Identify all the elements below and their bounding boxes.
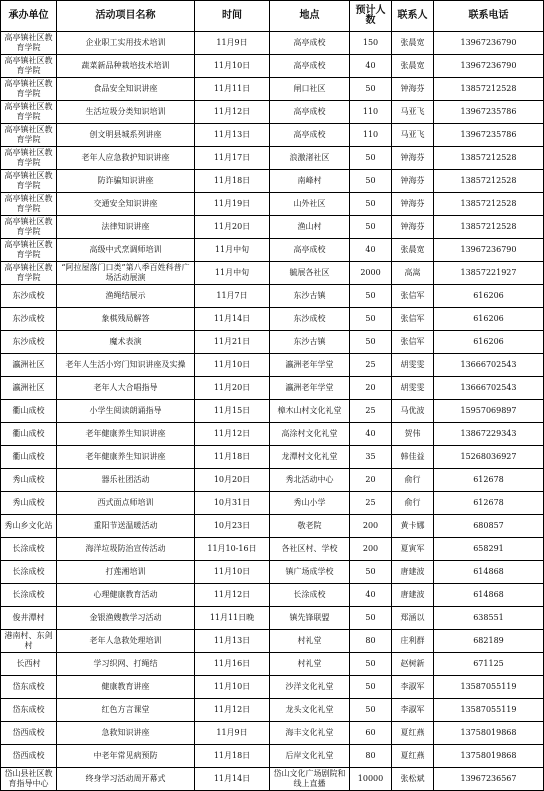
organizer-cell: 俊井潭村 bbox=[1, 607, 57, 630]
time-cell: 11月21日 bbox=[195, 331, 270, 354]
organizer-cell: 岱东成校 bbox=[1, 699, 57, 722]
activity-name-cell: 小学生阅读朗诵指导 bbox=[57, 400, 195, 423]
activity-name-cell: “阿拉屋落门口类”第八季百姓科普广场活动展演 bbox=[57, 262, 195, 285]
attendance-cell: 50 bbox=[350, 216, 392, 239]
table-row bbox=[1, 193, 544, 216]
table-row bbox=[1, 262, 544, 285]
location-cell: 各社区村、学校 bbox=[270, 538, 350, 561]
location-cell: 镇广场成学校 bbox=[270, 561, 350, 584]
table-row bbox=[1, 699, 544, 722]
organizer-cell: 高亭镇社区教育学院 bbox=[1, 262, 57, 285]
contact-phone-cell: 13857212528 bbox=[434, 216, 544, 239]
organizer-cell: 高亭镇社区教育学院 bbox=[1, 216, 57, 239]
time-cell: 11月12日 bbox=[195, 699, 270, 722]
table-row bbox=[1, 768, 544, 791]
attendance-cell: 40 bbox=[350, 584, 392, 607]
location-cell: 浪激渚社区 bbox=[270, 147, 350, 170]
table-row bbox=[1, 285, 544, 308]
location-cell: 高亭成校 bbox=[270, 239, 350, 262]
contact-person-cell: 唐建波 bbox=[392, 584, 434, 607]
attendance-cell: 50 bbox=[350, 676, 392, 699]
location-cell: 高涂村文化礼堂 bbox=[270, 423, 350, 446]
contact-person-cell: 马优波 bbox=[392, 400, 434, 423]
activity-name-cell: 健康教育讲座 bbox=[57, 676, 195, 699]
contact-phone-cell: 612678 bbox=[434, 469, 544, 492]
attendance-cell: 150 bbox=[350, 32, 392, 55]
organizer-cell: 岱西成校 bbox=[1, 745, 57, 768]
organizer-cell: 岱山县社区教育指导中心 bbox=[1, 768, 57, 791]
organizer-cell: 岱西成校 bbox=[1, 722, 57, 745]
contact-phone-cell: 13587055119 bbox=[434, 699, 544, 722]
attendance-cell: 25 bbox=[350, 354, 392, 377]
contact-person-cell: 夏红燕 bbox=[392, 745, 434, 768]
time-cell: 11月12日 bbox=[195, 584, 270, 607]
attendance-cell: 80 bbox=[350, 630, 392, 653]
contact-person-cell: 张信军 bbox=[392, 308, 434, 331]
location-cell: 瀛洲老年学堂 bbox=[270, 354, 350, 377]
time-cell: 11月13日 bbox=[195, 124, 270, 147]
location-cell: 樟木山村文化礼堂 bbox=[270, 400, 350, 423]
contact-phone-cell: 13967236790 bbox=[434, 32, 544, 55]
activity-name-cell: 高级中式烹调师培训 bbox=[57, 239, 195, 262]
contact-person-cell: 赵树新 bbox=[392, 653, 434, 676]
organizer-cell: 港南村、东剑村 bbox=[1, 630, 57, 653]
location-cell: 镇先锋联盟 bbox=[270, 607, 350, 630]
activity-name-cell: 法律知识讲座 bbox=[57, 216, 195, 239]
attendance-cell: 50 bbox=[350, 308, 392, 331]
organizer-cell: 东沙成校 bbox=[1, 308, 57, 331]
organizer-cell: 高亭镇社区教育学院 bbox=[1, 55, 57, 78]
table-row bbox=[1, 515, 544, 538]
contact-phone-cell: 13857221927 bbox=[434, 262, 544, 285]
location-cell: 渔山村 bbox=[270, 216, 350, 239]
location-cell: 岱山文化广场剧院和线上直播 bbox=[270, 768, 350, 791]
activity-name-cell: 老年人应急救护知识讲座 bbox=[57, 147, 195, 170]
time-cell: 11月14日 bbox=[195, 308, 270, 331]
contact-phone-cell: 13967236567 bbox=[434, 768, 544, 791]
activity-name-cell: 红色方言课堂 bbox=[57, 699, 195, 722]
organizer-cell: 东沙成校 bbox=[1, 285, 57, 308]
table-row bbox=[1, 32, 544, 55]
time-cell: 11月17日 bbox=[195, 147, 270, 170]
contact-phone-cell: 13758019868 bbox=[434, 722, 544, 745]
location-cell: 敬老院 bbox=[270, 515, 350, 538]
contact-person-cell: 张晨宽 bbox=[392, 239, 434, 262]
table-row bbox=[1, 377, 544, 400]
attendance-cell: 110 bbox=[350, 124, 392, 147]
contact-person-cell: 夏寅军 bbox=[392, 538, 434, 561]
activity-name-cell: 交通安全知识讲座 bbox=[57, 193, 195, 216]
header-organizer: 承办单位 bbox=[1, 1, 57, 32]
contact-person-cell: 张信军 bbox=[392, 285, 434, 308]
table-row bbox=[1, 308, 544, 331]
location-cell: 闸口社区 bbox=[270, 78, 350, 101]
location-cell: 长涂成校 bbox=[270, 584, 350, 607]
contact-person-cell: 俞行 bbox=[392, 492, 434, 515]
table-row bbox=[1, 653, 544, 676]
attendance-cell: 110 bbox=[350, 101, 392, 124]
location-cell: 村礼堂 bbox=[270, 630, 350, 653]
location-cell: 毓展各社区 bbox=[270, 262, 350, 285]
attendance-cell: 50 bbox=[350, 193, 392, 216]
time-cell: 11月19日 bbox=[195, 193, 270, 216]
contact-phone-cell: 680857 bbox=[434, 515, 544, 538]
activity-name-cell: 蔬菜新品种栽培技术培训 bbox=[57, 55, 195, 78]
time-cell: 11月7日 bbox=[195, 285, 270, 308]
table-body bbox=[1, 32, 544, 791]
contact-phone-cell: 15957069897 bbox=[434, 400, 544, 423]
contact-person-cell: 韩佳益 bbox=[392, 446, 434, 469]
organizer-cell: 秀山成校 bbox=[1, 492, 57, 515]
organizer-cell: 高亭镇社区教育学院 bbox=[1, 170, 57, 193]
attendance-cell: 60 bbox=[350, 722, 392, 745]
attendance-cell: 50 bbox=[350, 699, 392, 722]
activity-name-cell: 重阳节送温暖活动 bbox=[57, 515, 195, 538]
contact-person-cell: 张松斌 bbox=[392, 768, 434, 791]
organizer-cell: 高亭镇社区教育学院 bbox=[1, 78, 57, 101]
contact-person-cell: 李淑军 bbox=[392, 699, 434, 722]
table-row bbox=[1, 216, 544, 239]
contact-person-cell: 马亚飞 bbox=[392, 101, 434, 124]
activity-name-cell: 渔绳结展示 bbox=[57, 285, 195, 308]
table-row bbox=[1, 538, 544, 561]
location-cell: 东沙成校 bbox=[270, 308, 350, 331]
attendance-cell: 25 bbox=[350, 400, 392, 423]
activity-name-cell: 魔术表演 bbox=[57, 331, 195, 354]
time-cell: 11月10日 bbox=[195, 55, 270, 78]
organizer-cell: 高亭镇社区教育学院 bbox=[1, 193, 57, 216]
contact-phone-cell: 13666702543 bbox=[434, 354, 544, 377]
contact-person-cell: 胡雯雯 bbox=[392, 377, 434, 400]
time-cell: 11月9日 bbox=[195, 32, 270, 55]
activity-name-cell: 金银渔嫂教学习活动 bbox=[57, 607, 195, 630]
time-cell: 11月10日 bbox=[195, 354, 270, 377]
time-cell: 11月15日 bbox=[195, 400, 270, 423]
table-row bbox=[1, 676, 544, 699]
activity-name-cell: 急救知识讲座 bbox=[57, 722, 195, 745]
attendance-cell: 40 bbox=[350, 239, 392, 262]
time-cell: 11月中旬 bbox=[195, 239, 270, 262]
attendance-cell: 40 bbox=[350, 423, 392, 446]
organizer-cell: 衢山成校 bbox=[1, 423, 57, 446]
contact-phone-cell: 13857212528 bbox=[434, 170, 544, 193]
time-cell: 11月11日晚 bbox=[195, 607, 270, 630]
contact-person-cell: 庄利群 bbox=[392, 630, 434, 653]
attendance-cell: 50 bbox=[350, 78, 392, 101]
organizer-cell: 高亭镇社区教育学院 bbox=[1, 124, 57, 147]
organizer-cell: 衢山成校 bbox=[1, 400, 57, 423]
contact-phone-cell: 13867229343 bbox=[434, 423, 544, 446]
contact-person-cell: 李淑军 bbox=[392, 676, 434, 699]
contact-person-cell: 高嵩 bbox=[392, 262, 434, 285]
time-cell: 11月18日 bbox=[195, 745, 270, 768]
table-row bbox=[1, 239, 544, 262]
contact-phone-cell: 614868 bbox=[434, 584, 544, 607]
contact-person-cell: 钟海芬 bbox=[392, 193, 434, 216]
activity-name-cell: 老年健康养生知识讲座 bbox=[57, 423, 195, 446]
time-cell: 11月10日 bbox=[195, 676, 270, 699]
contact-phone-cell: 638551 bbox=[434, 607, 544, 630]
table-row bbox=[1, 400, 544, 423]
location-cell: 海丰文化礼堂 bbox=[270, 722, 350, 745]
contact-person-cell: 钟海芬 bbox=[392, 78, 434, 101]
attendance-cell: 80 bbox=[350, 745, 392, 768]
activity-name-cell: 创文明县城系列讲座 bbox=[57, 124, 195, 147]
time-cell: 10月20日 bbox=[195, 469, 270, 492]
header-time: 时间 bbox=[195, 1, 270, 32]
location-cell: 后岸文化礼堂 bbox=[270, 745, 350, 768]
table-row bbox=[1, 584, 544, 607]
header-row bbox=[1, 1, 544, 32]
time-cell: 11月10日 bbox=[195, 561, 270, 584]
attendance-cell: 50 bbox=[350, 170, 392, 193]
time-cell: 11月18日 bbox=[195, 170, 270, 193]
location-cell: 高亭成校 bbox=[270, 101, 350, 124]
organizer-cell: 长涂成校 bbox=[1, 538, 57, 561]
activity-name-cell: 终身学习活动周开幕式 bbox=[57, 768, 195, 791]
activity-name-cell: 老年人急救处理培训 bbox=[57, 630, 195, 653]
organizer-cell: 秀山乡文化站 bbox=[1, 515, 57, 538]
contact-phone-cell: 616206 bbox=[434, 331, 544, 354]
location-cell: 瀛洲老年学堂 bbox=[270, 377, 350, 400]
contact-person-cell: 黄卡娜 bbox=[392, 515, 434, 538]
organizer-cell: 高亭镇社区教育学院 bbox=[1, 101, 57, 124]
activity-name-cell: 心理健康教育活动 bbox=[57, 584, 195, 607]
contact-person-cell: 俞行 bbox=[392, 469, 434, 492]
table-row bbox=[1, 469, 544, 492]
attendance-cell: 50 bbox=[350, 653, 392, 676]
attendance-cell: 200 bbox=[350, 515, 392, 538]
table-row bbox=[1, 607, 544, 630]
attendance-cell: 20 bbox=[350, 469, 392, 492]
organizer-cell: 长西村 bbox=[1, 653, 57, 676]
location-cell: 龙潭村文化礼堂 bbox=[270, 446, 350, 469]
attendance-cell: 25 bbox=[350, 492, 392, 515]
table-row bbox=[1, 331, 544, 354]
contact-phone-cell: 612678 bbox=[434, 492, 544, 515]
time-cell: 11月18日 bbox=[195, 446, 270, 469]
table-row bbox=[1, 101, 544, 124]
table-row bbox=[1, 630, 544, 653]
activity-name-cell: 生活垃圾分类知识培训 bbox=[57, 101, 195, 124]
location-cell: 村礼堂 bbox=[270, 653, 350, 676]
attendance-cell: 50 bbox=[350, 607, 392, 630]
header-activity-name: 活动项目名称 bbox=[57, 1, 195, 32]
table-row bbox=[1, 722, 544, 745]
contact-phone-cell: 13967235786 bbox=[434, 124, 544, 147]
activity-name-cell: 学习织网、打绳结 bbox=[57, 653, 195, 676]
table-row bbox=[1, 147, 544, 170]
contact-person-cell: 贺伟 bbox=[392, 423, 434, 446]
table-row bbox=[1, 446, 544, 469]
location-cell: 龙头文化礼堂 bbox=[270, 699, 350, 722]
contact-person-cell: 夏红燕 bbox=[392, 722, 434, 745]
location-cell: 高亭成校 bbox=[270, 32, 350, 55]
attendance-cell: 40 bbox=[350, 55, 392, 78]
location-cell: 秀山小学 bbox=[270, 492, 350, 515]
contact-person-cell: 钟海芬 bbox=[392, 147, 434, 170]
organizer-cell: 高亭镇社区教育学院 bbox=[1, 239, 57, 262]
table-row bbox=[1, 561, 544, 584]
contact-person-cell: 张信军 bbox=[392, 331, 434, 354]
contact-phone-cell: 13758019868 bbox=[434, 745, 544, 768]
location-cell: 高亭成校 bbox=[270, 55, 350, 78]
header-contact-phone: 联系电话 bbox=[434, 1, 544, 32]
contact-person-cell: 钟海芬 bbox=[392, 170, 434, 193]
location-cell: 东沙古镇 bbox=[270, 285, 350, 308]
location-cell: 沙洋文化礼堂 bbox=[270, 676, 350, 699]
time-cell: 11月16日 bbox=[195, 653, 270, 676]
activity-name-cell: 防诈骗知识讲座 bbox=[57, 170, 195, 193]
contact-person-cell: 钟海芬 bbox=[392, 216, 434, 239]
activity-name-cell: 海洋垃圾防治宣传活动 bbox=[57, 538, 195, 561]
contact-phone-cell: 13666702543 bbox=[434, 377, 544, 400]
activity-name-cell: 象棋残局解答 bbox=[57, 308, 195, 331]
table-row bbox=[1, 745, 544, 768]
contact-phone-cell: 13967235786 bbox=[434, 101, 544, 124]
contact-phone-cell: 13587055119 bbox=[434, 676, 544, 699]
attendance-cell: 35 bbox=[350, 446, 392, 469]
contact-phone-cell: 658291 bbox=[434, 538, 544, 561]
table-row bbox=[1, 170, 544, 193]
time-cell: 11月中旬 bbox=[195, 262, 270, 285]
time-cell: 11月10-16日 bbox=[195, 538, 270, 561]
contact-person-cell: 唐建波 bbox=[392, 561, 434, 584]
activity-name-cell: 老年健康养生知识讲座 bbox=[57, 446, 195, 469]
header-expected-attendance: 预计人数 bbox=[350, 1, 392, 32]
organizer-cell: 岱东成校 bbox=[1, 676, 57, 699]
attendance-cell: 20 bbox=[350, 377, 392, 400]
contact-phone-cell: 671125 bbox=[434, 653, 544, 676]
organizer-cell: 秀山成校 bbox=[1, 469, 57, 492]
time-cell: 11月20日 bbox=[195, 216, 270, 239]
contact-phone-cell: 13967236790 bbox=[434, 239, 544, 262]
header-contact-person: 联系人 bbox=[392, 1, 434, 32]
table-row bbox=[1, 492, 544, 515]
contact-person-cell: 张晨宽 bbox=[392, 32, 434, 55]
attendance-cell: 50 bbox=[350, 331, 392, 354]
location-cell: 秀北活动中心 bbox=[270, 469, 350, 492]
time-cell: 11月14日 bbox=[195, 768, 270, 791]
contact-phone-cell: 13857212528 bbox=[434, 147, 544, 170]
time-cell: 11月12日 bbox=[195, 423, 270, 446]
activity-name-cell: 老年人生活小窍门知识讲座及实操 bbox=[57, 354, 195, 377]
organizer-cell: 长涂成校 bbox=[1, 561, 57, 584]
contact-person-cell: 郑涵以 bbox=[392, 607, 434, 630]
table-row bbox=[1, 124, 544, 147]
contact-phone-cell: 13967236790 bbox=[434, 55, 544, 78]
contact-phone-cell: 616206 bbox=[434, 285, 544, 308]
contact-person-cell: 马亚飞 bbox=[392, 124, 434, 147]
organizer-cell: 瀛洲社区 bbox=[1, 377, 57, 400]
contact-phone-cell: 15268036927 bbox=[434, 446, 544, 469]
organizer-cell: 长涂成校 bbox=[1, 584, 57, 607]
activity-name-cell: 食品安全知识讲座 bbox=[57, 78, 195, 101]
location-cell: 东沙古镇 bbox=[270, 331, 350, 354]
contact-phone-cell: 614868 bbox=[434, 561, 544, 584]
organizer-cell: 东沙成校 bbox=[1, 331, 57, 354]
contact-phone-cell: 13857212528 bbox=[434, 78, 544, 101]
contact-phone-cell: 682189 bbox=[434, 630, 544, 653]
organizer-cell: 衢山成校 bbox=[1, 446, 57, 469]
attendance-cell: 50 bbox=[350, 285, 392, 308]
time-cell: 10月31日 bbox=[195, 492, 270, 515]
time-cell: 11月13日 bbox=[195, 630, 270, 653]
attendance-cell: 200 bbox=[350, 538, 392, 561]
activity-name-cell: 企业职工实用技术培训 bbox=[57, 32, 195, 55]
time-cell: 11月20日 bbox=[195, 377, 270, 400]
organizer-cell: 高亭镇社区教育学院 bbox=[1, 32, 57, 55]
time-cell: 11月12日 bbox=[195, 101, 270, 124]
header-location: 地点 bbox=[270, 1, 350, 32]
time-cell: 11月9日 bbox=[195, 722, 270, 745]
activity-name-cell: 西式面点师培训 bbox=[57, 492, 195, 515]
contact-person-cell: 张晨宽 bbox=[392, 55, 434, 78]
activity-name-cell: 打莲湘培训 bbox=[57, 561, 195, 584]
activity-name-cell: 器乐社团活动 bbox=[57, 469, 195, 492]
organizer-cell: 瀛洲社区 bbox=[1, 354, 57, 377]
attendance-cell: 2000 bbox=[350, 262, 392, 285]
contact-person-cell: 胡雯雯 bbox=[392, 354, 434, 377]
table-row bbox=[1, 354, 544, 377]
activity-name-cell: 老年人大合唱指导 bbox=[57, 377, 195, 400]
table-row bbox=[1, 55, 544, 78]
attendance-cell: 10000 bbox=[350, 768, 392, 791]
organizer-cell: 高亭镇社区教育学院 bbox=[1, 147, 57, 170]
table-row bbox=[1, 78, 544, 101]
contact-phone-cell: 13857212528 bbox=[434, 193, 544, 216]
location-cell: 南峰村 bbox=[270, 170, 350, 193]
attendance-cell: 50 bbox=[350, 561, 392, 584]
time-cell: 10月23日 bbox=[195, 515, 270, 538]
contact-phone-cell: 616206 bbox=[434, 308, 544, 331]
table-row bbox=[1, 423, 544, 446]
time-cell: 11月11日 bbox=[195, 78, 270, 101]
location-cell: 高亭成校 bbox=[270, 124, 350, 147]
activity-name-cell: 中老年常见病预防 bbox=[57, 745, 195, 768]
location-cell: 山外社区 bbox=[270, 193, 350, 216]
attendance-cell: 50 bbox=[350, 147, 392, 170]
